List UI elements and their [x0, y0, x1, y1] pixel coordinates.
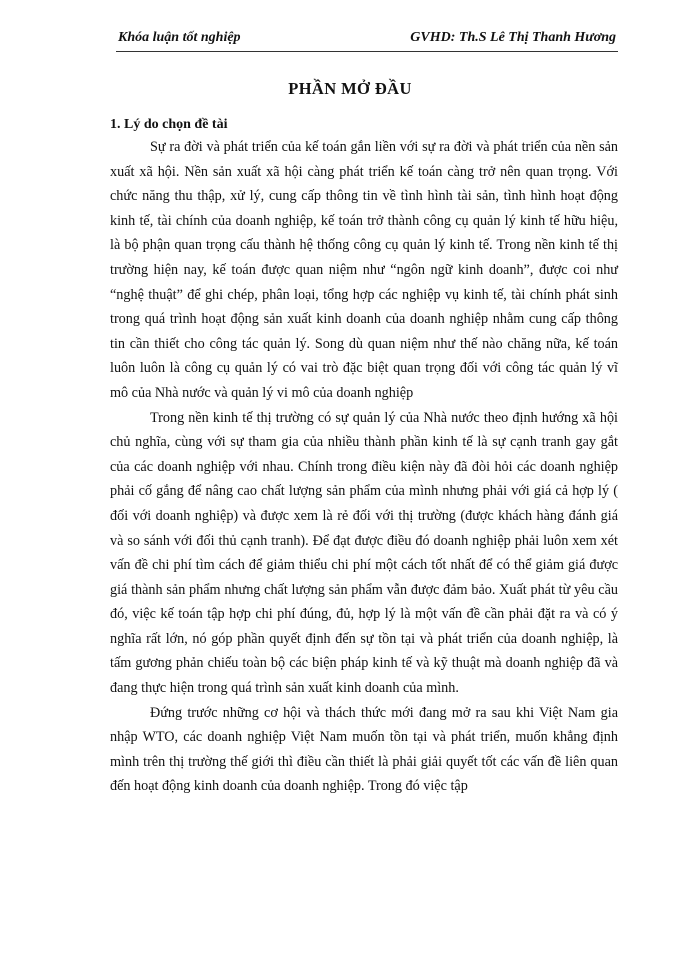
- paragraph-2: Trong nền kinh tế thị trường có sự quản lý của Nhà nước theo định hướng xã hội chủ nghĩa, cùng với sự tham gia của nhiều thành phần kinh tế là sự cạnh tranh gay gắt của các doanh nghiệp với nhau. Chính trong điều kiện này đã đòi hỏi các doanh nghiệp phải cố gắng để nâng cao chất lượng sản phẩm của mình nhưng phải với giá cả hợp lý ( đối với doanh nghiệp) và được xem là rẻ đối với thị trường (được khách hàng đánh giá và so sánh với đối thủ cạnh tranh). Để đạt được điều đó doanh nghiệp phải luôn xem xét vấn đề chi phí tìm cách để giảm thiểu chi phí một cách tốt nhất để có thể giảm giá được giá thành sản phẩm nhưng chất lượng sản phẩm vẫn được đảm bảo. Xuất phát từ yêu cầu đó, việc kế toán tập hợp chi phí đúng, đủ, hợp lý là một vấn đề cần phải đặt ra và có ý nghĩa rất lớn, nó góp phần quyết định đến sự tồn tại và phát triển của doanh nghiệp, là tấm gương phản chiếu toàn bộ các biện pháp kinh tế và kỹ thuật mà doanh nghiệp đã và đang thực hiện trong quá trình sản xuất kinh doanh của mình.: [110, 409, 618, 697]
- section-body: [110, 135, 618, 799]
- page-header: [118, 30, 616, 50]
- header-thesis-label: Khóa luận tốt nghiệp: [118, 30, 241, 45]
- paragraph-1: Sự ra đời và phát triển của kế toán gắn liền với sự ra đời và phát triển của nền sản xuất xã hội. Nền sản xuất xã hội càng phát triển kế toán càng trở nên quan trọng. Với chức năng thu thập, xử lý, cung cấp thông tin về tình hình tài sản, tình hình hoạt động kinh tế, tài chính của doanh nghiệp, kế toán trở thành công cụ quản lý kinh tế hữu hiệu, là bộ phận quan trọng cấu thành hệ thống công cụ quản lý kinh tế. Trong nền kinh tế thị trường hiện nay, kế toán được quan niệm như “ngôn ngữ kinh doanh”, được coi như “nghệ thuật” để ghi chép, phân loại, tổng hợp các nghiệp vụ kinh tế, tài chính phát sinh trong quá trình hoạt động sản xuất kinh doanh của doanh nghiệp nhằm cung cấp thông tin cần thiết cho công tác quản lý. Song dù quan niệm như thế nào chăng nữa, kế toán luôn luôn là công cụ quản lý có vai trò đặc biệt quan trọng đối với công tác quản lý vĩ mô của Nhà nước và quản lý vi mô của doanh nghiệp: [110, 139, 618, 401]
- page-title: PHẦN MỞ ĐẦU: [288, 79, 412, 98]
- header-divider: [116, 51, 618, 52]
- header-advisor-label: GVHD: Th.S Lê Thị Thanh Hương: [410, 30, 616, 45]
- paragraph-3: Đứng trước những cơ hội và thách thức mới đang mở ra sau khi Việt Nam gia nhập WTO, các doanh nghiệp Việt Nam muốn tồn tại và phát triển, muốn khẳng định mình trên thị trường thế giới thì điều cần thiết là phải giải quyết tốt các vấn đề liên quan đến hoạt động kinh doanh của doanh nghiệp. Trong đó việc tập: [110, 704, 618, 795]
- section-heading: 1. Lý do chọn đề tài: [110, 117, 228, 132]
